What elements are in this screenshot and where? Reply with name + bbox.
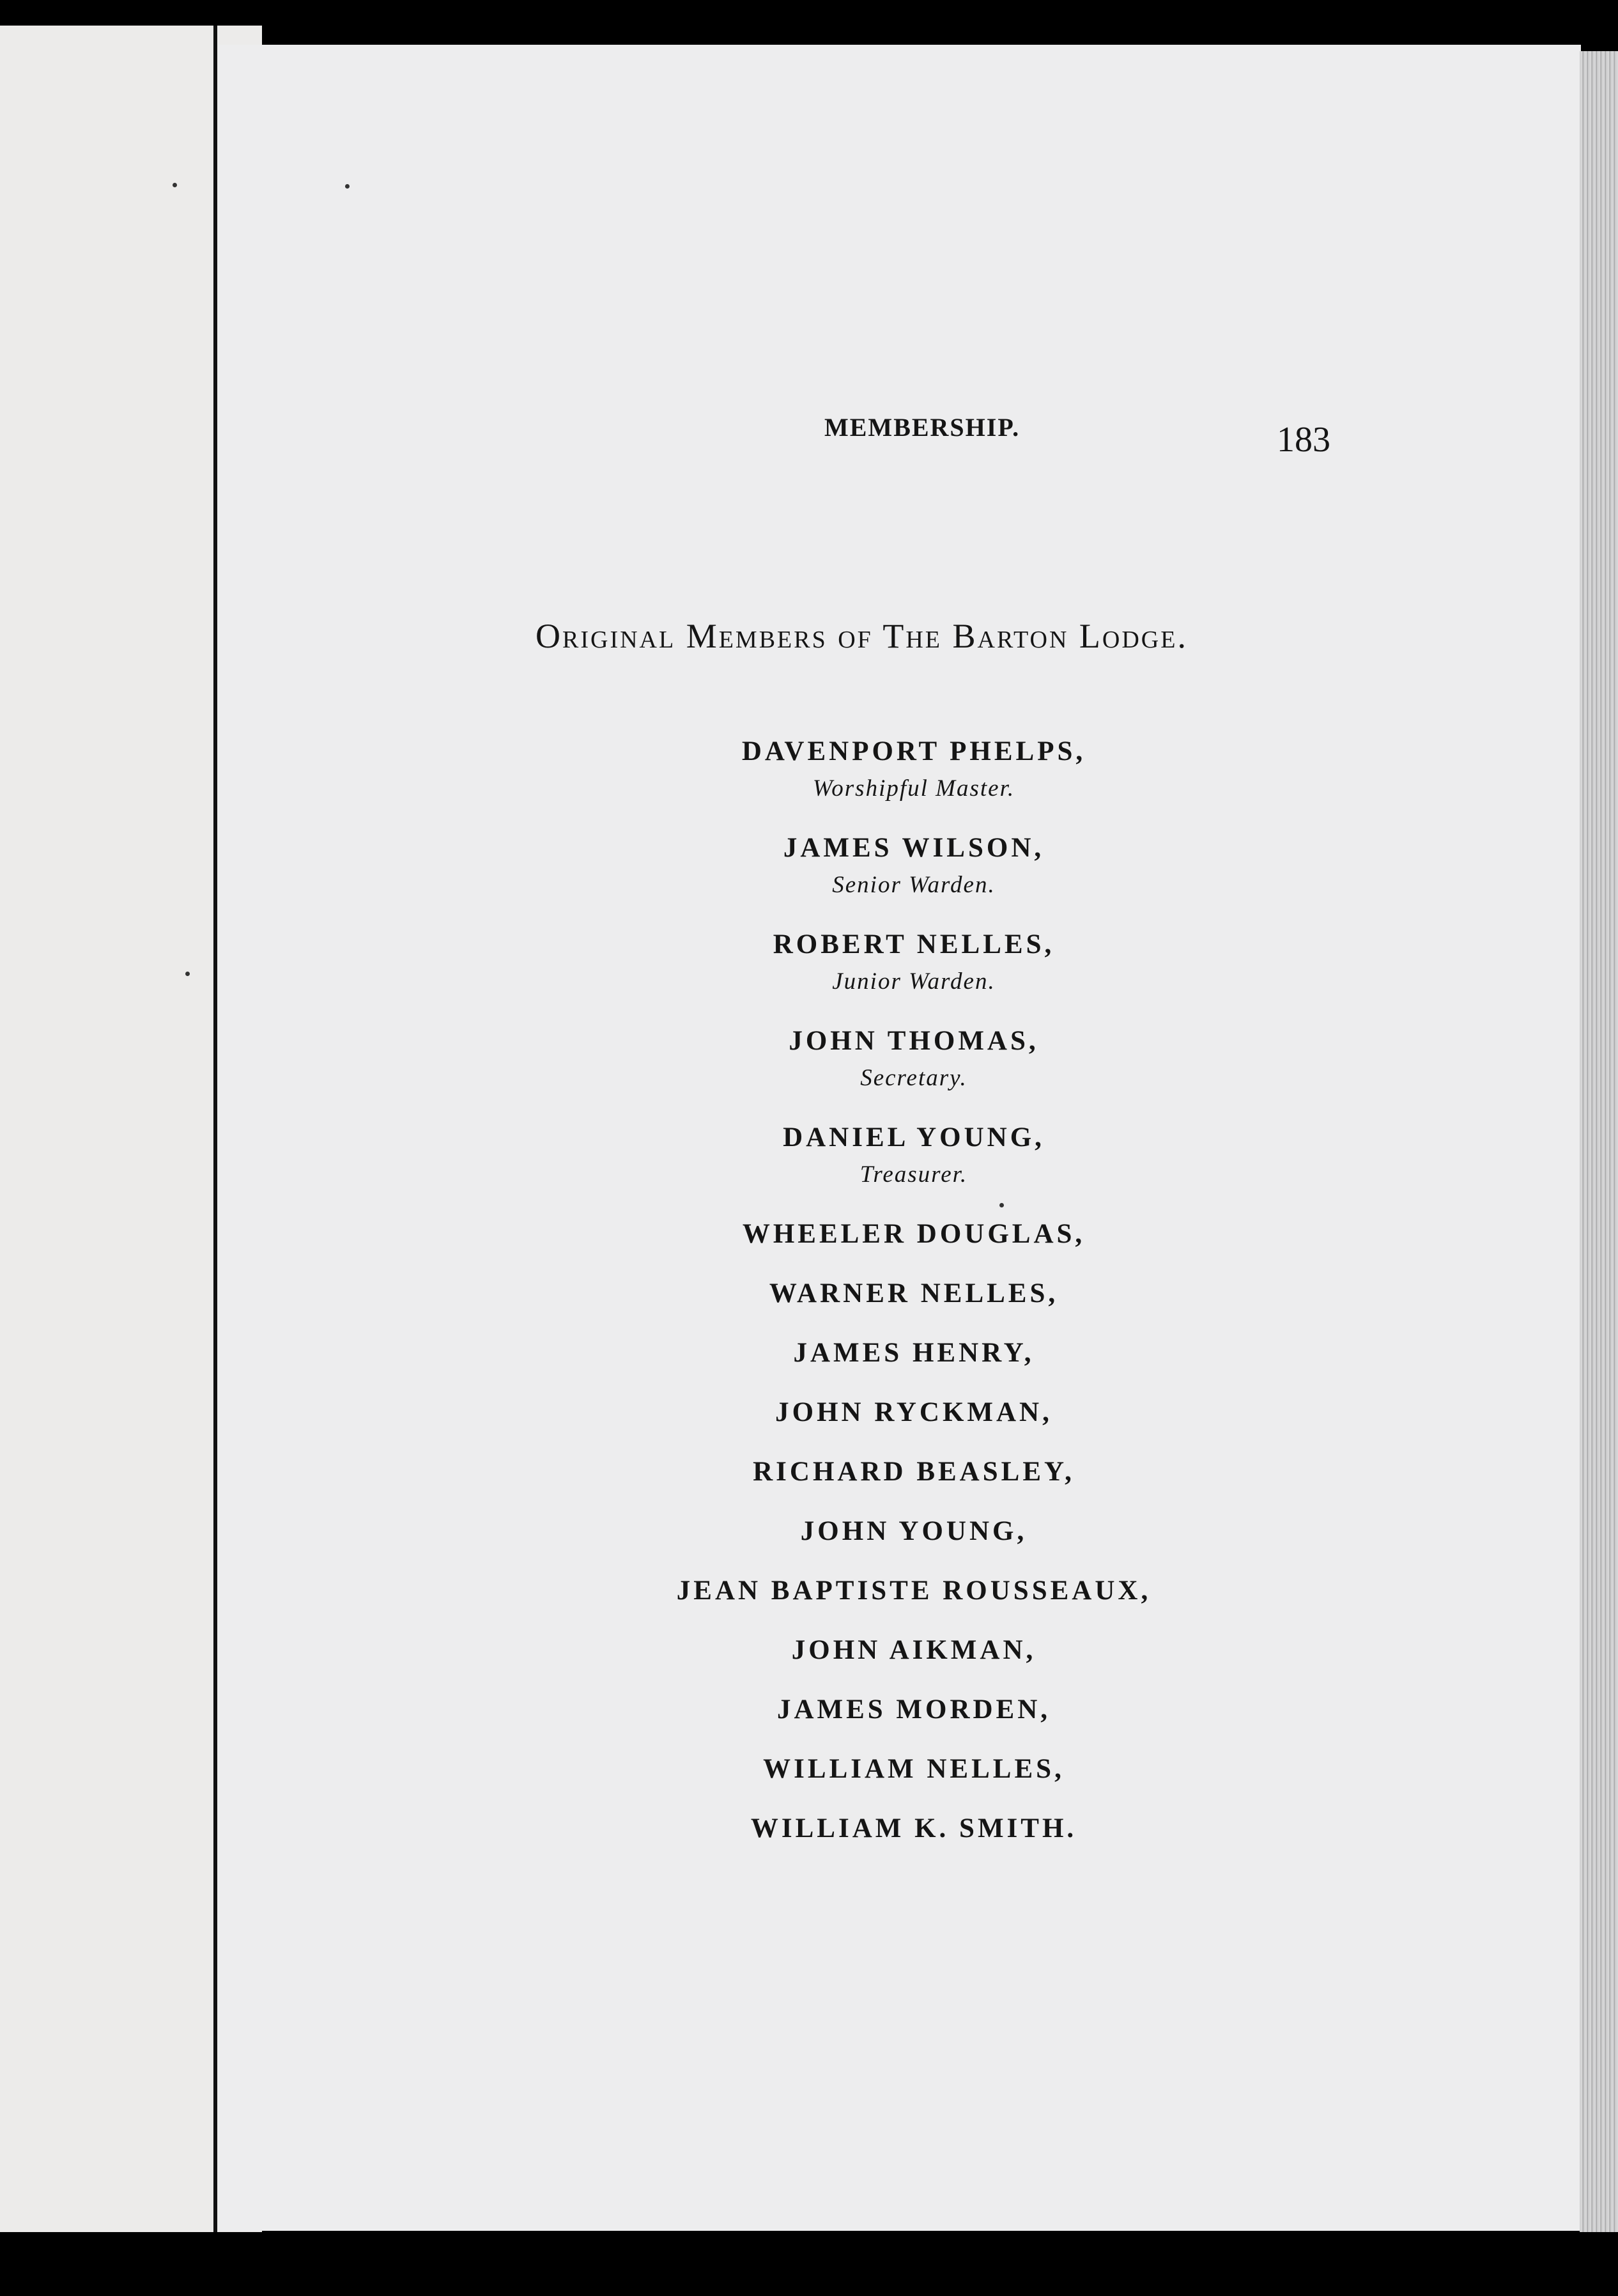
member-name: JOHN RYCKMAN, <box>775 1397 1052 1427</box>
member-entry <box>562 1512 1265 1550</box>
member-entry <box>562 1215 1265 1253</box>
member-office: Worshipful Master. <box>812 775 1015 802</box>
member-office: Secretary. <box>860 1065 967 1091</box>
member-name: WILLIAM NELLES, <box>763 1754 1065 1784</box>
member-name: DANIEL YOUNG, <box>783 1122 1045 1152</box>
member-entry <box>562 1334 1265 1372</box>
member-name: DAVENPORT PHELPS, <box>741 736 1086 766</box>
scan-bottom-border <box>0 2232 1618 2296</box>
member-office: Senior Warden. <box>832 872 996 898</box>
member-name: JAMES MORDEN, <box>776 1695 1051 1725</box>
member-entry <box>562 1275 1265 1312</box>
member-name: ROBERT NELLES, <box>773 929 1055 959</box>
member-entry <box>562 1119 1265 1193</box>
member-entry <box>562 1572 1265 1610</box>
member-name: JAMES WILSON, <box>783 833 1045 863</box>
scan-speck <box>173 183 177 187</box>
member-entry <box>562 1453 1265 1491</box>
member-office: Treasurer. <box>859 1161 968 1188</box>
page-number: 183 <box>1277 420 1330 460</box>
member-entry <box>562 1810 1265 1847</box>
member-list <box>562 733 1265 1869</box>
member-name: RICHARD BEASLEY, <box>753 1457 1075 1487</box>
member-entry <box>562 1393 1265 1431</box>
member-name: JOHN AIKMAN, <box>791 1635 1036 1665</box>
running-head: MEMBERSHIP. <box>824 413 1021 442</box>
page-heading: Original Members of The Barton Lodge. <box>535 617 1188 655</box>
scan-speck <box>345 184 350 189</box>
member-name: JOHN THOMAS, <box>789 1026 1039 1056</box>
binding-gutter <box>213 26 217 2296</box>
scan-speck <box>185 972 190 976</box>
member-entry <box>562 926 1265 1000</box>
member-name: WHEELER DOUGLAS, <box>742 1219 1086 1249</box>
member-entry <box>562 1022 1265 1097</box>
member-name: WILLIAM K. SMITH. <box>750 1813 1077 1843</box>
member-office: Junior Warden. <box>832 968 996 995</box>
member-entry <box>562 829 1265 904</box>
member-entry <box>562 1691 1265 1728</box>
member-entry <box>562 733 1265 807</box>
page-edges <box>1580 51 1618 2296</box>
member-name: JAMES HENRY, <box>793 1338 1035 1368</box>
member-name: WARNER NELLES, <box>769 1278 1059 1308</box>
member-entry <box>562 1631 1265 1669</box>
member-name: JEAN BAPTISTE ROUSSEAUX, <box>676 1576 1152 1606</box>
member-name: JOHN YOUNG, <box>800 1516 1028 1546</box>
member-entry <box>562 1750 1265 1788</box>
